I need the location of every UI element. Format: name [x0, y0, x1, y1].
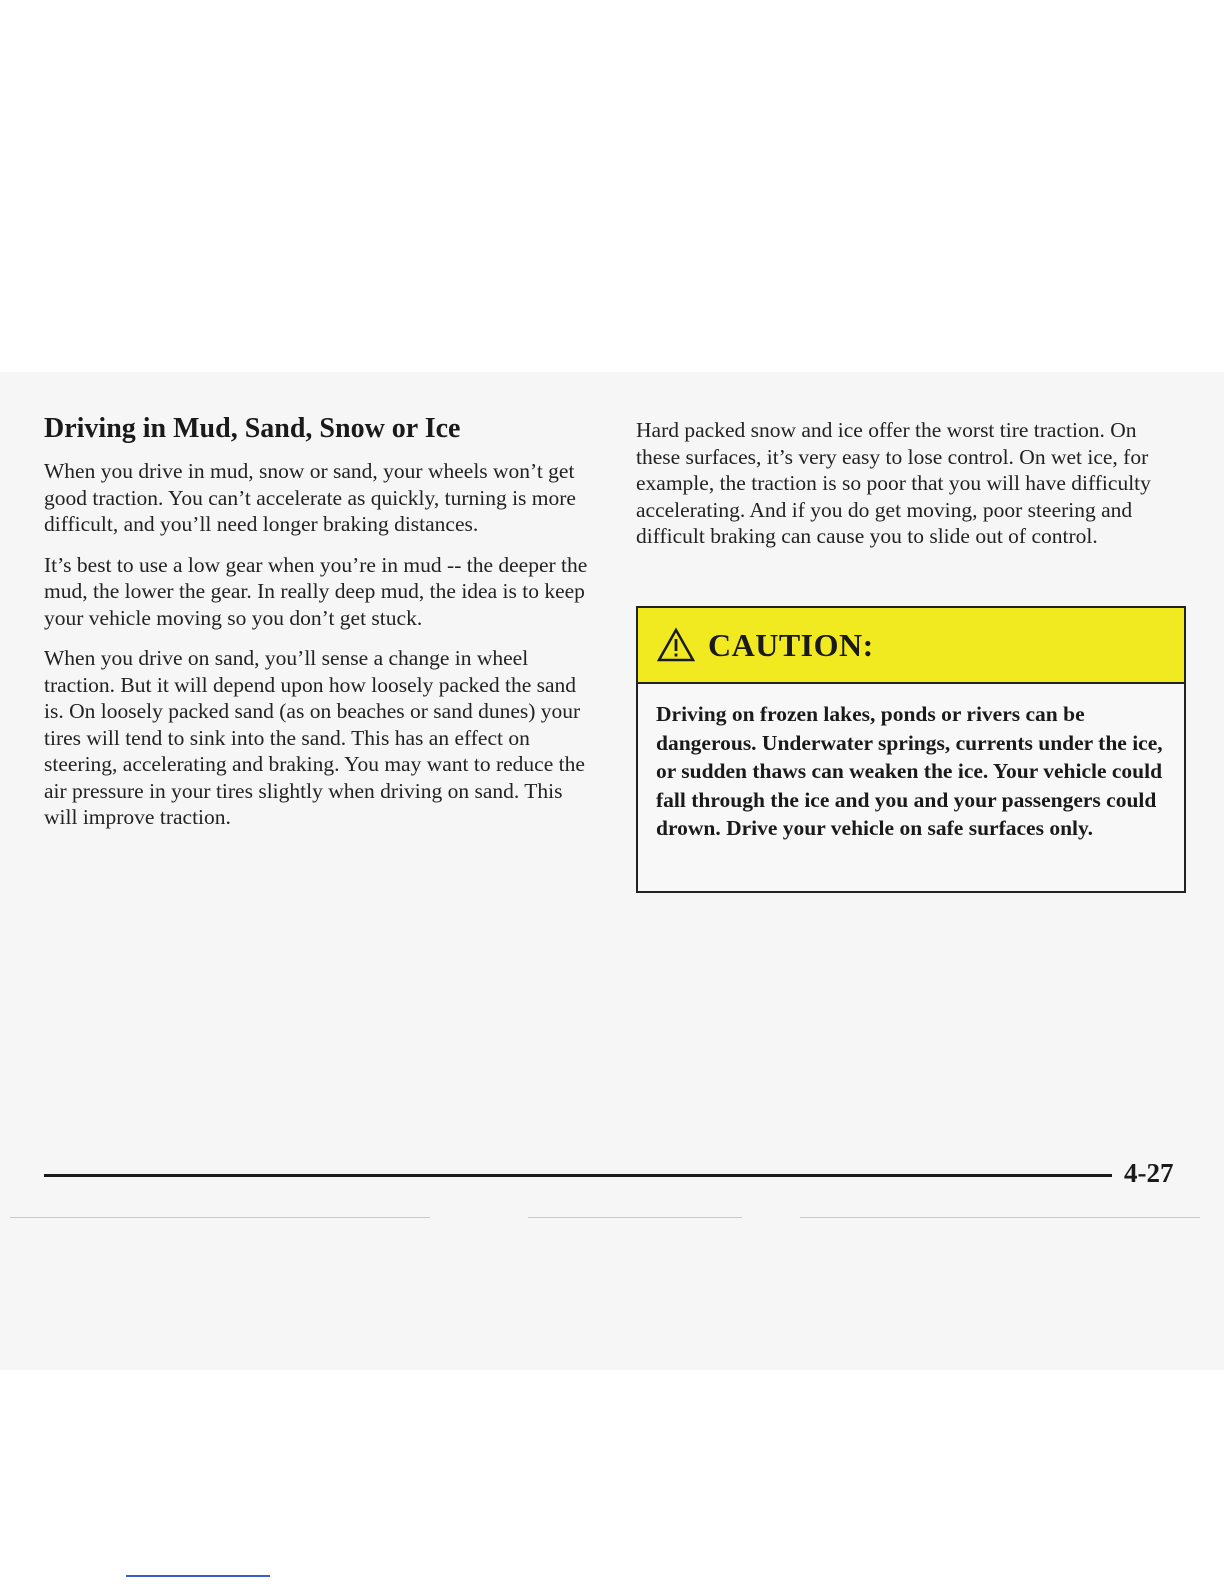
paragraph-low-gear: It’s best to use a low gear when you’re in mud -- the deeper the mud, the lower the gear. In really deep mud, the idea is to keep your vehicle moving so you don’t get stuck.	[44, 552, 588, 630]
footer-rule	[44, 1174, 1112, 1177]
left-column	[44, 412, 594, 845]
caution-box	[636, 606, 1186, 893]
paragraph-snow-ice: Hard packed snow and ice offer the worst tire traction. On these surfaces, it’s very easy to lose control. On wet ice, for example, the traction is so poor that you will have difficulty accelerating. And if you do get moving, poor steering and difficult braking can cause you to slide out of control.	[636, 418, 1151, 548]
paragraph-mud-snow-sand: When you drive in mud, snow or sand, your wheels won’t get good traction. You can’t accelerate as quickly, turning is more difficult, and you’ll need longer braking distances.	[44, 459, 576, 536]
bottom-link-underline	[126, 1575, 270, 1577]
scan-rule-middle	[528, 1217, 742, 1218]
caution-header	[638, 608, 1184, 684]
warning-triangle-icon	[656, 627, 696, 663]
section-title: Driving in Mud, Sand, Snow or Ice	[44, 413, 461, 444]
scan-rule-left	[10, 1217, 430, 1218]
paragraph-sand: When you drive on sand, you’ll sense a change in wheel traction. But it will depend upon how loosely packed the sand is. On loosely packed sand (as on beaches or sand dunes) your tires will tend to sink into the sand. This has an effect on steering, accelerating and braking. You may want to reduce the air pressure in your tires slightly when driving on sand. This will improve traction.	[44, 646, 585, 829]
caution-text: Driving on frozen lakes, ponds or rivers can be dangerous. Underwater springs, currents under the ice, or sudden thaws can weaken the ice. Your vehicle could fall through the ice and you and your passengers could drown. Drive your vehicle on safe surfaces only.	[656, 702, 1163, 840]
scan-rule-right	[800, 1217, 1200, 1218]
page-number: 4-27	[1124, 1158, 1174, 1188]
caution-label: CAUTION:	[708, 626, 874, 663]
right-column	[636, 417, 1184, 564]
